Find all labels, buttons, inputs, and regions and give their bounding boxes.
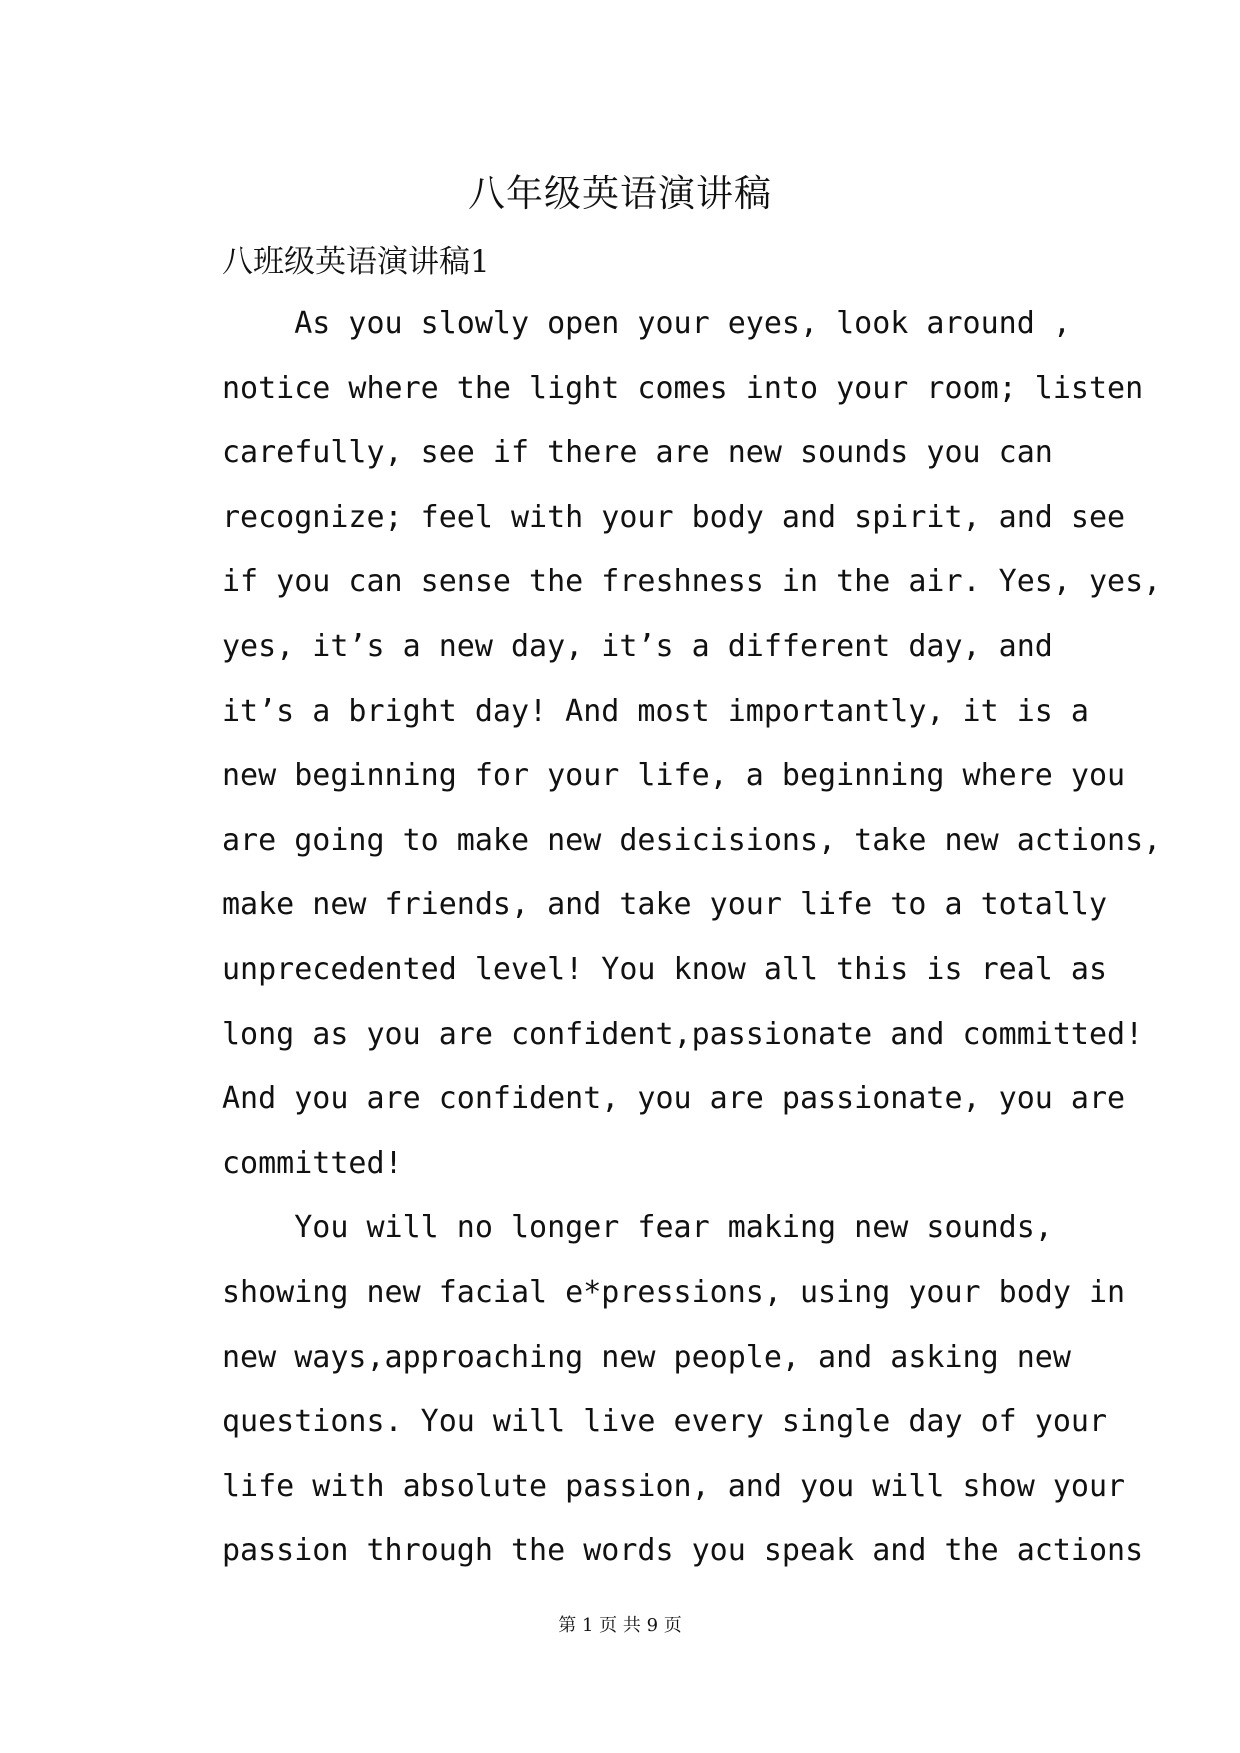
- text-line: As you slowly open your eyes, look around ,: [222, 306, 1071, 341]
- text-line: You will no longer fear making new sounds,: [222, 1210, 1053, 1246]
- text-line: are going to make new desicisions, take new actions,: [222, 822, 1162, 858]
- text-line: new beginning for your life, a beginning where you: [222, 758, 1126, 794]
- section-heading: 八班级英语演讲稿1: [222, 244, 490, 280]
- text-line: long as you are confident,passionate and committed!: [222, 1016, 1144, 1052]
- page-number: 第 1 页 共 9 页: [558, 1615, 682, 1636]
- text-line: new ways,approaching new people, and asking new: [222, 1339, 1071, 1375]
- text-line: And you are confident, you are passionate, you are: [222, 1081, 1126, 1117]
- text-line: committed!: [222, 1145, 403, 1181]
- text-line: showing new facial e*pressions, using your body in: [222, 1274, 1126, 1310]
- text-line: make new friends, and take your life to a totally: [222, 887, 1108, 923]
- text-line: yes, it’s a new day, it’s a different day, and: [222, 628, 1053, 664]
- text-line: recognize; feel with your body and spirit, and see: [222, 499, 1126, 535]
- text-line: passion through the words you speak and the actions: [222, 1533, 1144, 1569]
- text-line: questions. You will live every single day of your: [222, 1404, 1108, 1440]
- text-line: if you can sense the freshness in the air. Yes, yes,: [222, 564, 1162, 600]
- text-line: it’s a bright day! And most importantly, it is a: [222, 693, 1089, 729]
- text-line: notice where the light comes into your room; listen: [222, 370, 1144, 406]
- text-line: carefully, see if there are new sounds you can: [222, 435, 1053, 471]
- body-text: [222, 304, 1162, 1596]
- document-title: 八年级英语演讲稿: [468, 172, 772, 215]
- text-line: life with absolute passion, and you will show your: [222, 1468, 1126, 1504]
- text-line: unprecedented level! You know all this is real as: [222, 951, 1108, 987]
